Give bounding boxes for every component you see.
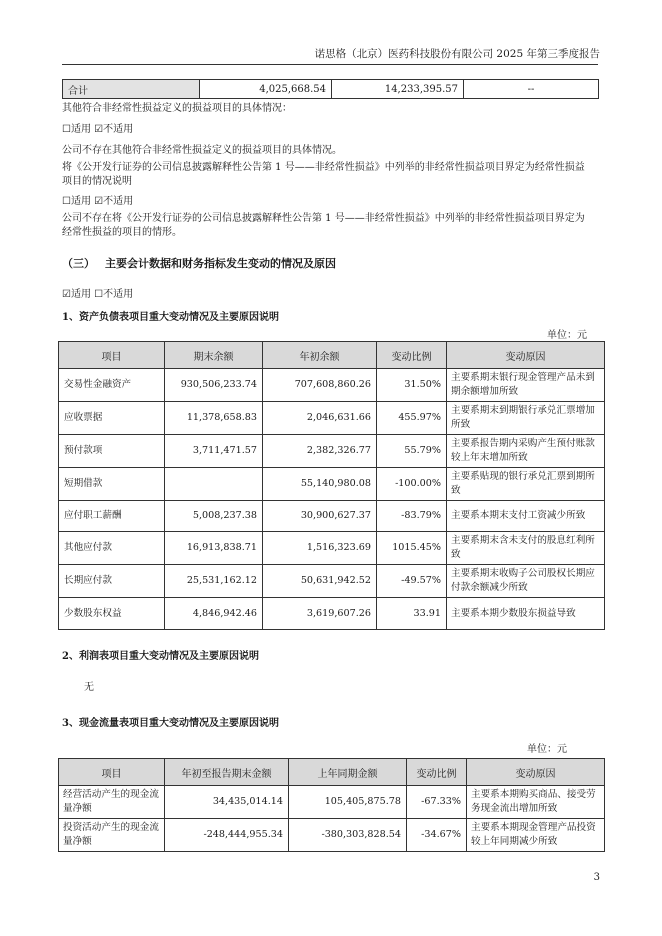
change-ratio: 455.97% [377,402,447,435]
change-ratio: 1015.45% [377,532,447,565]
table-row [59,501,605,532]
opening-balance: 30,900,627.37 [263,501,377,532]
table-row [59,369,605,402]
paragraph: 经常性损益的项目的情形。 [62,227,182,238]
ending-balance: 4,846,942.46 [165,598,263,630]
column-header: 项目 [59,342,165,369]
opening-balance: 3,619,607.26 [263,598,377,630]
opening-balance: 50,631,942.52 [263,565,377,598]
subsection-heading: 2、利润表项目重大变动情况及主要原因说明 [62,651,259,662]
ending-balance: 3,711,471.57 [165,435,263,468]
total-value-note: -- [464,80,599,99]
column-header: 上年同期金额 [289,759,407,786]
unit-label: 单位：元 [527,744,567,755]
ending-balance: 930,506,233.74 [165,369,263,402]
page-header-title: 诺思格（北京）医药科技股份有限公司 2025 年第三季度报告 [314,48,600,60]
change-reason: 主要系贴现的银行承兑汇票到期所致 [447,468,605,501]
change-ratio: -100.00% [377,468,447,501]
change-ratio: 55.79% [377,435,447,468]
item-name: 长期应付款 [59,565,165,598]
change-reason: 主要系本期现金管理产品投资较上年同期减少所致 [467,819,605,852]
change-ratio: -34.67% [407,819,467,852]
change-reason: 主要系本期末支付工资减少所致 [447,501,605,532]
item-name: 经营活动产生的现金流量净额 [59,786,165,819]
opening-balance: 55,140,980.08 [263,468,377,501]
table-row [59,435,605,468]
change-ratio: 31.50% [377,369,447,402]
table-row [59,819,605,852]
balance-sheet-table [58,341,605,630]
column-header: 变动原因 [447,342,605,369]
total-value-current: 4,025,668.54 [200,80,332,99]
applicability-checkbox: ☐适用 ☑不适用 [62,124,134,135]
change-ratio: -83.79% [377,501,447,532]
opening-balance: 2,382,326.77 [263,435,377,468]
paragraph: 项目的情况说明 [62,176,132,187]
change-reason: 主要系期末银行现金管理产品未到期余额增加所致 [447,369,605,402]
change-reason: 主要系报告期内采购产生预付账款较上年末增加所致 [447,435,605,468]
section-heading [62,255,336,271]
change-reason: 主要系期末到期银行承兑汇票增加所致 [447,402,605,435]
opening-balance: 707,608,860.26 [263,369,377,402]
table-header-row [59,759,605,786]
table-row [59,565,605,598]
item-name: 其他应付款 [59,532,165,565]
column-header: 变动原因 [467,759,605,786]
none-text: 无 [84,682,94,693]
item-name: 预付款项 [59,435,165,468]
change-ratio: 33.91 [377,598,447,630]
prior-amount: -380,303,828.54 [289,819,407,852]
subsection-heading: 1、资产负债表项目重大变动情况及主要原因说明 [62,312,279,323]
column-header: 项目 [59,759,165,786]
table-row [59,402,605,435]
item-name: 应收票据 [59,402,165,435]
table-row [59,468,605,501]
ending-balance: 11,378,658.83 [165,402,263,435]
total-row-table [62,79,599,99]
change-ratio: -49.57% [377,565,447,598]
subsection-heading: 3、现金流量表项目重大变动情况及主要原因说明 [62,718,279,729]
change-reason: 主要系本期购买商品、接受劳务现金流出增加所致 [467,786,605,819]
table-row [63,80,599,99]
change-reason: 主要系期末含未支付的股息红利所致 [447,532,605,565]
paragraph: 公司不存在其他符合非经常性损益定义的损益项目的具体情况。 [62,145,342,156]
table-row [59,532,605,565]
ending-balance [165,468,263,501]
ending-balance: 25,531,162.12 [165,565,263,598]
paragraph: 公司不存在将《公开发行证券的公司信息披露解释性公告第 1 号——非经常性损益》中列举的非经常性损益项目界定为 [62,213,585,224]
table-header-row [59,342,605,369]
change-reason: 主要系本期少数股东损益导致 [447,598,605,630]
column-header: 年初余额 [263,342,377,369]
item-name: 交易性金融资产 [59,369,165,402]
prior-amount: 105,405,875.78 [289,786,407,819]
column-header: 期末余额 [165,342,263,369]
column-header: 变动比例 [377,342,447,369]
unit-label: 单位：元 [547,330,587,341]
section-title: 主要会计数据和财务指标发生变动的情况及原因 [105,257,336,270]
column-header: 年初至报告期末金额 [165,759,289,786]
page-number: 3 [593,872,600,883]
applicability-checkbox: ☑适用 ☐不适用 [62,289,134,300]
current-amount: -248,444,955.34 [165,819,289,852]
item-name: 应付职工薪酬 [59,501,165,532]
change-ratio: -67.33% [407,786,467,819]
total-value-prior: 14,233,395.57 [332,80,464,99]
applicability-checkbox: ☐适用 ☑不适用 [62,196,134,207]
cash-flow-table [58,758,605,852]
paragraph: 将《公开发行证券的公司信息披露解释性公告第 1 号——非经常性损益》中列举的非经常性损益项目界定为经常性损益 [62,162,585,173]
table-row [59,598,605,630]
paragraph: 其他符合非经常性损益定义的损益项目的具体情况： [62,103,292,114]
item-name: 少数股东权益 [59,598,165,630]
header-divider [62,64,598,65]
item-name: 投资活动产生的现金流量净额 [59,819,165,852]
opening-balance: 1,516,323.69 [263,532,377,565]
item-name: 短期借款 [59,468,165,501]
table-row [59,786,605,819]
section-number: （三） [62,257,95,270]
column-header: 变动比例 [407,759,467,786]
current-amount: 34,435,014.14 [165,786,289,819]
ending-balance: 16,913,838.71 [165,532,263,565]
opening-balance: 2,046,631.66 [263,402,377,435]
total-label: 合计 [63,80,200,99]
ending-balance: 5,008,237.38 [165,501,263,532]
change-reason: 主要系期末收购子公司股权长期应付款余额减少所致 [447,565,605,598]
